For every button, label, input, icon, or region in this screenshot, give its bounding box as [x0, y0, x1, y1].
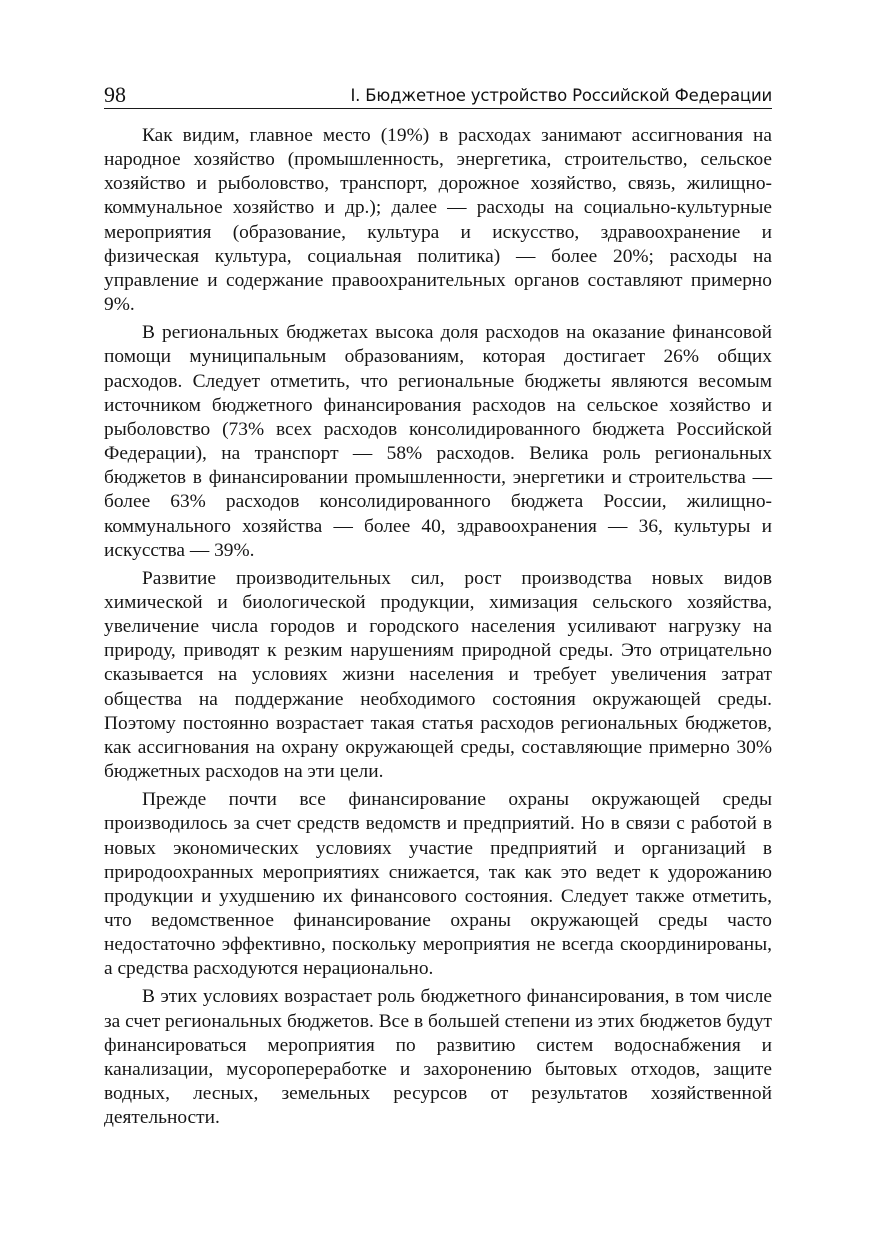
paragraph-3: Развитие производительных сил, рост производства новых видов химической и биологической продукции, химизация сельского хозяйства, увеличение числа городов и городского населения усиливают нагрузку на природу, приводят к резким нарушениям природной среды. Это отрицательно сказывается на условиях жизни населения и требует увеличения затрат общества на поддержание необходимого состояния окружающей среды. Поэтому постоянно возрастает такая статья расходов региональных бюджетов, как ассигнования на охрану окружающей среды, составляющие примерно 30% бюджетных расходов на эти цели.: [104, 567, 772, 783]
paragraph-4: Прежде почти все финансирование охраны окружающей среды производилось за счет средств ведомств и предприятий. Но в связи с работой в новых экономических условиях участие предприятий и организаций в природоохранных мероприятиях снижается, так как это ведет к удорожанию продукции и ухудшению их финансового состояния. Следует также отметить, что ведомственное финансирование охраны окружающей среды часто недостаточно эффективно, поскольку мероприятия не всегда скоординированы, а средства расходуются нерационально.: [104, 789, 772, 980]
paragraph-5: В этих условиях возрастает роль бюджетного финансирования, в том числе за счет региональных бюджетов. Все в большей степени из этих бюджетов будут финансироваться мероприятия по развитию систем водоснабжения и канализации, мусоропереработке и захоронению бытовых отходов, защите водных, лесных, земельных ресурсов от результатов хозяйственной деятельности.: [104, 986, 772, 1129]
paragraph-1: Как видим, главное место (19%) в расходах занимают ассигнования на народное хозяйство (промышленность, энергетика, строительство, сельское хозяйство и рыболовство, транспорт, дорожное хозяйство, связь, жилищно-коммунальное хозяйство и др.); далее — расходы на социально-культурные мероприятия (образование, культура и искусство, здравоохранение и физическая культура, социальная политика) — более 20%; расходы на управление и содержание правоохранительных органов составляют примерно 9%.: [104, 125, 772, 316]
body-text: [104, 124, 772, 1134]
page-number: 98: [104, 82, 126, 107]
running-title: I. Бюджетное устройство Российской Федерации: [350, 85, 772, 105]
running-header: [104, 80, 772, 109]
paragraph-2: В региональных бюджетах высока доля расходов на оказание финансовой помощи муниципальным образованиям, которая достигает 26% общих расходов. Следует отметить, что региональные бюджеты являются весомым источником бюджетного финансирования расходов на сельское хозяйство и рыболовство (73% всех расходов консолидированного бюджета Российской Федерации), на транспорт — 58% расходов. Велика роль региональных бюджетов в финансировании промышленности, энергетики и строительства — более 63% расходов консолидированного бюджета России, жилищно-коммунального хозяйства — более 40, здравоохранения — 36, культуры и искусства — 39%.: [104, 322, 772, 561]
